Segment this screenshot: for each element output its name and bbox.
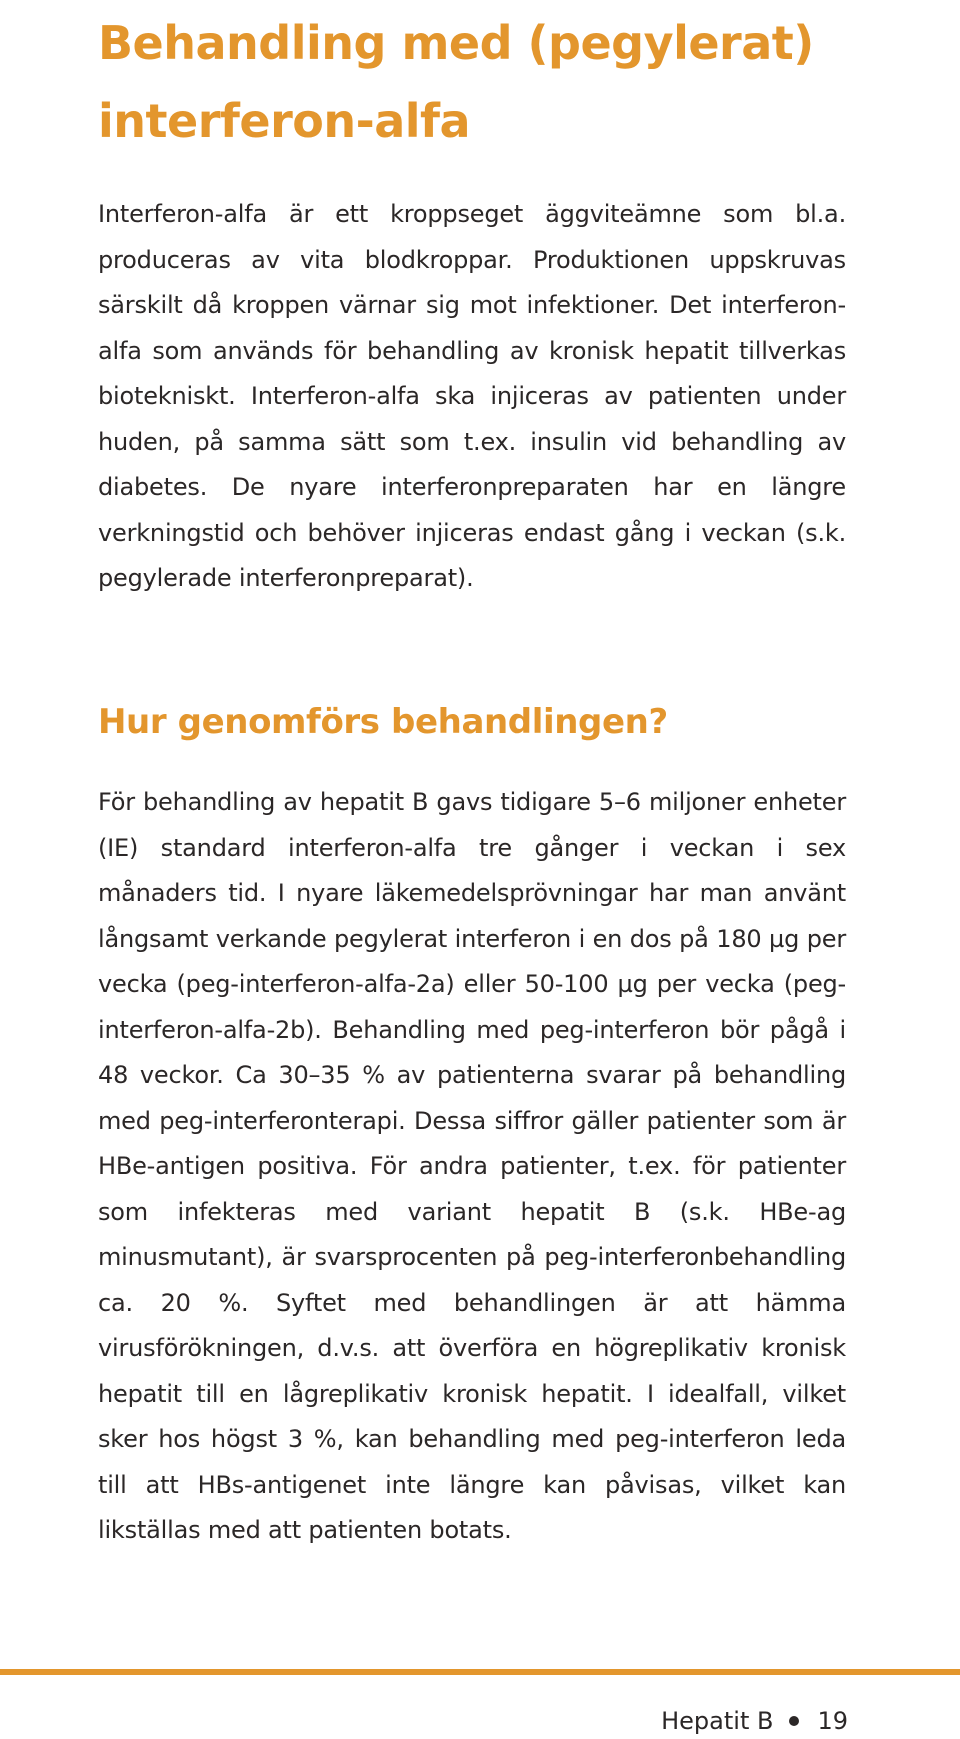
page-number: 19 bbox=[817, 1707, 848, 1735]
section-paragraph: För behandling av hepatit B gavs tidigare 5–6 miljoner enheter (IE) standard interferon-alfa tre gånger i veckan i sex månaders tid. I nyare läkemedelsprövningar har man använt långsamt verkande pegylerat interferon i en dos på 180 µg per vecka (peg-interferon-alfa-2a) eller 50-100 µg per vecka (peg-interferon-alfa-2b). Behandling med peg-interferon bör pågå i 48 veckor. Ca 30–35 % av patienterna svarar på behandling med peg-interferonterapi. Dessa siffror gäller patienter som är HBe-antigen positiva. För andra patienter, t.ex. för patienter som infekteras med variant hepatit B (s.k. HBe-ag minusmutant), är svarsprocenten på peg-interferonbehandling ca. 20 %. Syftet med behandlingen är att hämma virusförökningen, d.v.s. att överföra en högreplikativ kronisk hepatit till en lågreplikativ kronisk hepatit. I idealfall, vilket sker hos högst 3 %, kan behandling med peg-interferon leda till att HBs-antigenet inte längre kan påvisas, vilket kan likställas med att patienten botats. bbox=[98, 788, 846, 1544]
footer-section-name: Hepatit B bbox=[661, 1707, 774, 1735]
section-heading: Hur genomförs behandlingen? bbox=[98, 702, 668, 742]
page-footer bbox=[661, 1703, 848, 1739]
bullet-separator-icon bbox=[789, 1716, 799, 1726]
footer-divider bbox=[0, 1669, 960, 1675]
intro-paragraph: Interferon-alfa är ett kroppseget äggviteämne som bl.a. produceras av vita blodkroppar. Produktionen uppskruvas särskilt då kroppen värnar sig mot infektioner. Det interferon-alfa som används för behandling av kronisk hepatit tillverkas biotekniskt. Interferon-alfa ska injiceras av patienten under huden, på samma sätt som t.ex. insulin vid behandling av diabetes. De nyare interferonpreparaten har en längre verkningstid och behöver injiceras endast gång i veckan (s.k. pegylerade interferonpreparat). bbox=[98, 200, 846, 592]
page-title: Behandling med (pegylerat) interferon-alfa bbox=[98, 16, 814, 148]
